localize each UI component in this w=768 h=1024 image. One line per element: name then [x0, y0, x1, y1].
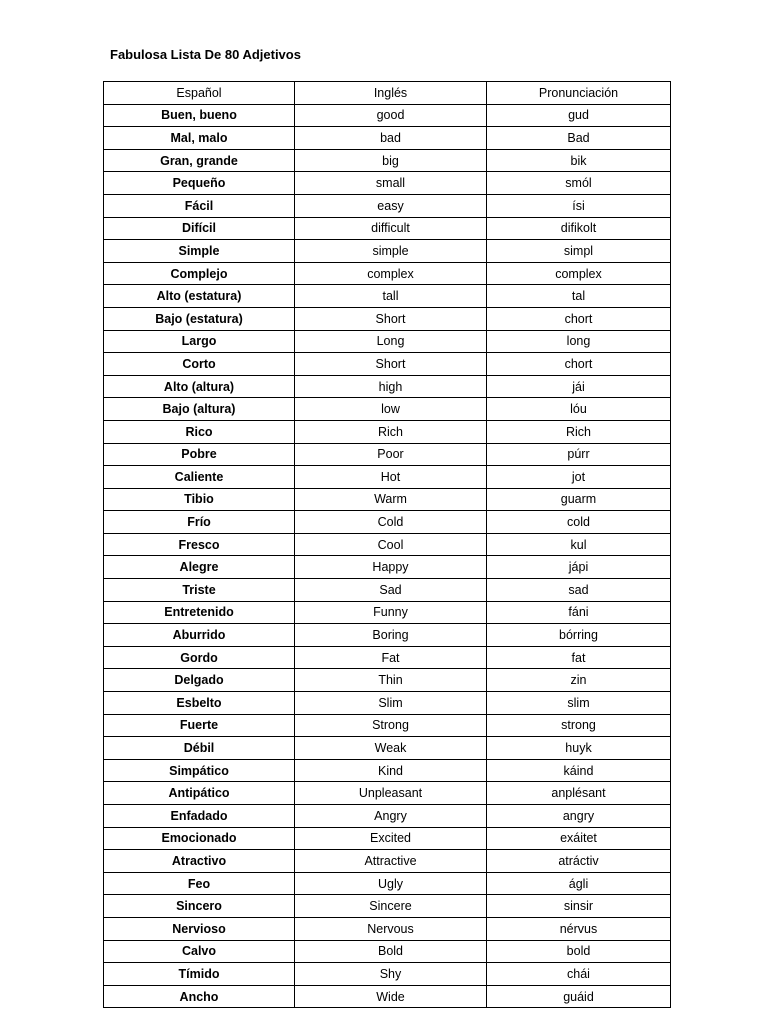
spanish-cell: Entretenido — [104, 601, 295, 624]
pronunciation-cell: Bad — [487, 127, 671, 150]
spanish-cell: Ancho — [104, 985, 295, 1008]
english-cell: Nervous — [295, 917, 487, 940]
english-cell: Wide — [295, 985, 487, 1008]
english-cell: Funny — [295, 601, 487, 624]
table-row — [104, 850, 671, 873]
english-cell: good — [295, 104, 487, 127]
spanish-cell: Feo — [104, 872, 295, 895]
table-row — [104, 375, 671, 398]
pronunciation-cell: káind — [487, 759, 671, 782]
table-row — [104, 737, 671, 760]
spanish-cell: Bajo (altura) — [104, 398, 295, 421]
table-row — [104, 149, 671, 172]
spanish-cell: Triste — [104, 579, 295, 602]
table-row — [104, 217, 671, 240]
table-row — [104, 307, 671, 330]
table-row — [104, 443, 671, 466]
english-cell: easy — [295, 194, 487, 217]
spanish-cell: Gran, grande — [104, 149, 295, 172]
table-row — [104, 398, 671, 421]
spanish-cell: Pequeño — [104, 172, 295, 195]
table-row — [104, 940, 671, 963]
english-cell: high — [295, 375, 487, 398]
english-cell: big — [295, 149, 487, 172]
spanish-cell: Aburrido — [104, 624, 295, 647]
spanish-cell: Complejo — [104, 262, 295, 285]
table-row — [104, 194, 671, 217]
table-row — [104, 466, 671, 489]
pronunciation-cell: huyk — [487, 737, 671, 760]
table-row — [104, 782, 671, 805]
page-title: Fabulosa Lista De 80 Adjetivos — [110, 47, 301, 62]
spanish-cell: Esbelto — [104, 692, 295, 715]
table-row — [104, 556, 671, 579]
pronunciation-cell: sad — [487, 579, 671, 602]
spanish-cell: Mal, malo — [104, 127, 295, 150]
pronunciation-cell: atráctiv — [487, 850, 671, 873]
table-row — [104, 488, 671, 511]
english-cell: Weak — [295, 737, 487, 760]
spanish-cell: Simpático — [104, 759, 295, 782]
pronunciation-cell: guarm — [487, 488, 671, 511]
table-body — [104, 104, 671, 1008]
table-row — [104, 240, 671, 263]
pronunciation-cell: púrr — [487, 443, 671, 466]
table-row — [104, 127, 671, 150]
pronunciation-cell: jái — [487, 375, 671, 398]
spanish-cell: Buen, bueno — [104, 104, 295, 127]
spanish-cell: Nervioso — [104, 917, 295, 940]
vocabulary-table — [103, 81, 671, 1008]
pronunciation-cell: long — [487, 330, 671, 353]
english-cell: Attractive — [295, 850, 487, 873]
english-cell: Warm — [295, 488, 487, 511]
pronunciation-cell: jápi — [487, 556, 671, 579]
pronunciation-cell: fat — [487, 646, 671, 669]
pronunciation-cell: zin — [487, 669, 671, 692]
spanish-cell: Gordo — [104, 646, 295, 669]
table-row — [104, 624, 671, 647]
spanish-cell: Atractivo — [104, 850, 295, 873]
spanish-cell: Enfadado — [104, 805, 295, 828]
spanish-cell: Alto (estatura) — [104, 285, 295, 308]
table-row — [104, 963, 671, 986]
english-cell: Bold — [295, 940, 487, 963]
english-cell: Poor — [295, 443, 487, 466]
table-row — [104, 985, 671, 1008]
english-cell: low — [295, 398, 487, 421]
spanish-cell: Tímido — [104, 963, 295, 986]
pronunciation-cell: smól — [487, 172, 671, 195]
table-row — [104, 692, 671, 715]
english-cell: Sad — [295, 579, 487, 602]
table-row — [104, 172, 671, 195]
spanish-cell: Emocionado — [104, 827, 295, 850]
pronunciation-cell: anplésant — [487, 782, 671, 805]
table-row — [104, 646, 671, 669]
english-cell: Hot — [295, 466, 487, 489]
table-row — [104, 533, 671, 556]
pronunciation-cell: guáid — [487, 985, 671, 1008]
spanish-cell: Sincero — [104, 895, 295, 918]
spanish-cell: Delgado — [104, 669, 295, 692]
english-cell: Sincere — [295, 895, 487, 918]
table-row — [104, 104, 671, 127]
spanish-cell: Simple — [104, 240, 295, 263]
english-cell: Happy — [295, 556, 487, 579]
pronunciation-cell: bik — [487, 149, 671, 172]
pronunciation-cell: tal — [487, 285, 671, 308]
pronunciation-cell: Rich — [487, 420, 671, 443]
english-cell: Angry — [295, 805, 487, 828]
pronunciation-cell: chort — [487, 307, 671, 330]
table-row — [104, 827, 671, 850]
pronunciation-cell: angry — [487, 805, 671, 828]
spanish-cell: Fácil — [104, 194, 295, 217]
pronunciation-cell: strong — [487, 714, 671, 737]
spanish-cell: Largo — [104, 330, 295, 353]
english-cell: Shy — [295, 963, 487, 986]
english-cell: Unpleasant — [295, 782, 487, 805]
pronunciation-cell: complex — [487, 262, 671, 285]
pronunciation-cell: kul — [487, 533, 671, 556]
english-cell: Short — [295, 353, 487, 376]
pronunciation-cell: chort — [487, 353, 671, 376]
english-cell: tall — [295, 285, 487, 308]
table-row — [104, 601, 671, 624]
pronunciation-cell: nérvus — [487, 917, 671, 940]
table-row — [104, 669, 671, 692]
table-row — [104, 917, 671, 940]
spanish-cell: Caliente — [104, 466, 295, 489]
english-cell: simple — [295, 240, 487, 263]
english-cell: Fat — [295, 646, 487, 669]
column-header-english: Inglés — [295, 82, 487, 105]
english-cell: Kind — [295, 759, 487, 782]
spanish-cell: Fresco — [104, 533, 295, 556]
spanish-cell: Alto (altura) — [104, 375, 295, 398]
table-row — [104, 895, 671, 918]
pronunciation-cell: bold — [487, 940, 671, 963]
english-cell: Cool — [295, 533, 487, 556]
spanish-cell: Tibio — [104, 488, 295, 511]
table-header-row — [104, 82, 671, 105]
table-row — [104, 262, 671, 285]
table-row — [104, 511, 671, 534]
pronunciation-cell: sinsir — [487, 895, 671, 918]
english-cell: Boring — [295, 624, 487, 647]
pronunciation-cell: gud — [487, 104, 671, 127]
spanish-cell: Fuerte — [104, 714, 295, 737]
spanish-cell: Calvo — [104, 940, 295, 963]
english-cell: Short — [295, 307, 487, 330]
pronunciation-cell: chái — [487, 963, 671, 986]
spanish-cell: Antipático — [104, 782, 295, 805]
spanish-cell: Difícil — [104, 217, 295, 240]
pronunciation-cell: ísi — [487, 194, 671, 217]
english-cell: Rich — [295, 420, 487, 443]
table-row — [104, 285, 671, 308]
pronunciation-cell: bórring — [487, 624, 671, 647]
english-cell: Long — [295, 330, 487, 353]
english-cell: Excited — [295, 827, 487, 850]
spanish-cell: Corto — [104, 353, 295, 376]
spanish-cell: Débil — [104, 737, 295, 760]
pronunciation-cell: exáitet — [487, 827, 671, 850]
column-header-spanish: Español — [104, 82, 295, 105]
table-row — [104, 579, 671, 602]
pronunciation-cell: cold — [487, 511, 671, 534]
english-cell: difficult — [295, 217, 487, 240]
table-row — [104, 872, 671, 895]
pronunciation-cell: jot — [487, 466, 671, 489]
pronunciation-cell: lóu — [487, 398, 671, 421]
spanish-cell: Alegre — [104, 556, 295, 579]
english-cell: small — [295, 172, 487, 195]
english-cell: Cold — [295, 511, 487, 534]
table-row — [104, 714, 671, 737]
english-cell: complex — [295, 262, 487, 285]
table-row — [104, 805, 671, 828]
pronunciation-cell: simpl — [487, 240, 671, 263]
english-cell: Ugly — [295, 872, 487, 895]
spanish-cell: Rico — [104, 420, 295, 443]
english-cell: bad — [295, 127, 487, 150]
spanish-cell: Bajo (estatura) — [104, 307, 295, 330]
english-cell: Thin — [295, 669, 487, 692]
table-row — [104, 759, 671, 782]
english-cell: Slim — [295, 692, 487, 715]
pronunciation-cell: fáni — [487, 601, 671, 624]
pronunciation-cell: difikolt — [487, 217, 671, 240]
spanish-cell: Pobre — [104, 443, 295, 466]
spanish-cell: Frío — [104, 511, 295, 534]
table-row — [104, 330, 671, 353]
english-cell: Strong — [295, 714, 487, 737]
table-row — [104, 420, 671, 443]
pronunciation-cell: slim — [487, 692, 671, 715]
column-header-pronunciation: Pronunciación — [487, 82, 671, 105]
table-row — [104, 353, 671, 376]
pronunciation-cell: ágli — [487, 872, 671, 895]
